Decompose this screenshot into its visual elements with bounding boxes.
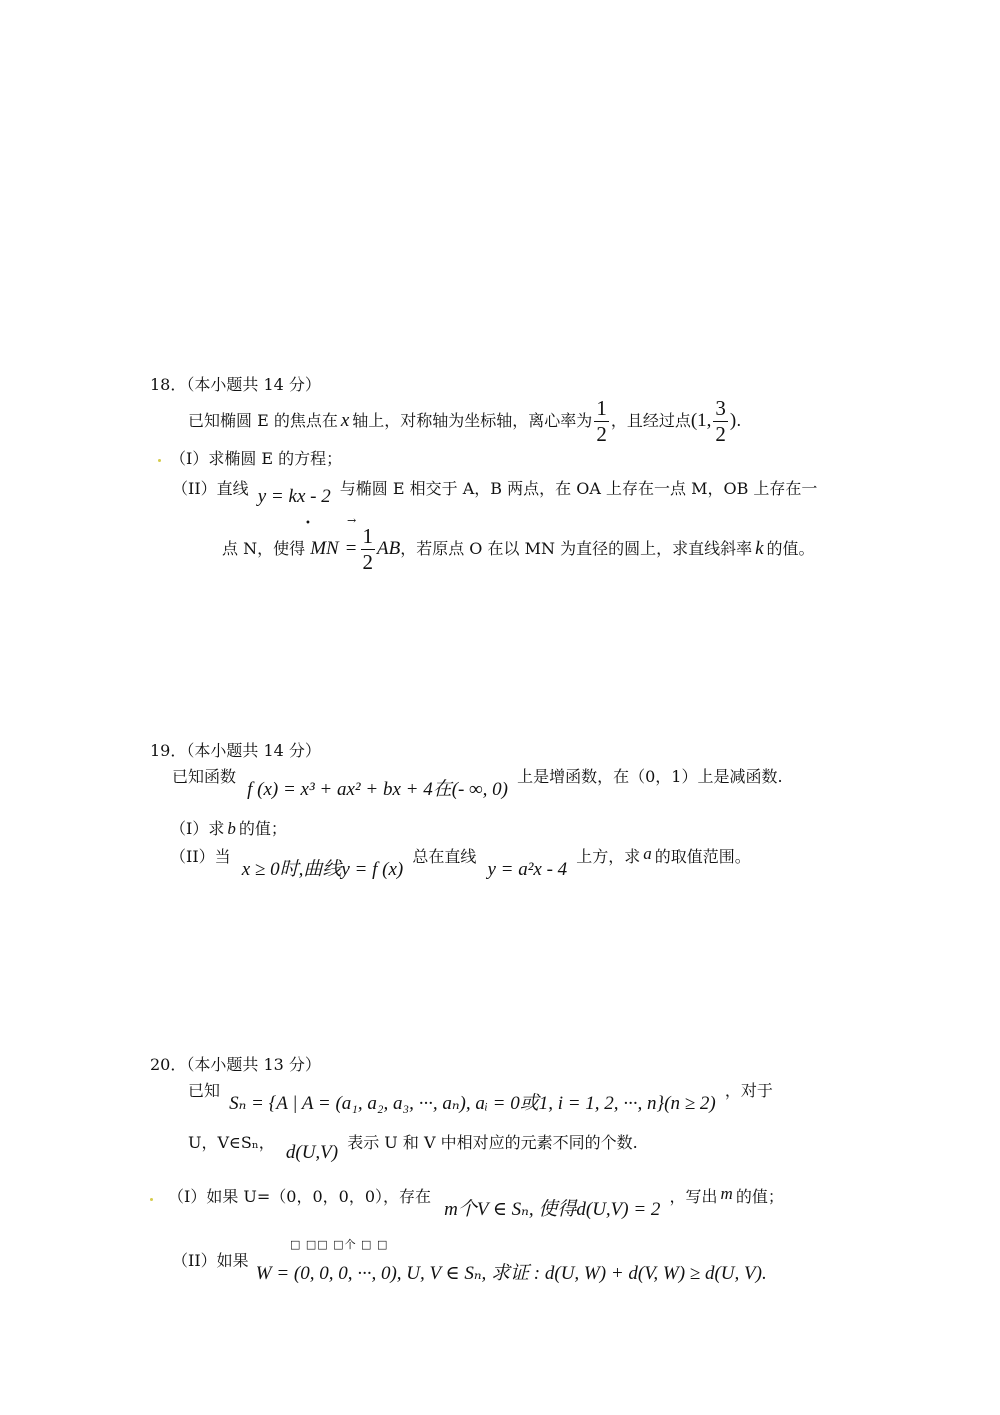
q19-part2-text-4: 的取值范围。: [654, 847, 751, 866]
var-x: x: [340, 410, 350, 431]
distance-notation: d(U,V): [285, 1142, 339, 1163]
function-definition: f (x) = x³ + ax² + bx + 4在(- ∞, 0): [247, 779, 508, 800]
pt-denominator: 2: [715, 422, 726, 446]
q20-header: 20．（本小题共 13 分）: [150, 1055, 321, 1074]
q18-part1: （I）求椭圆 E 的方程；: [170, 449, 343, 468]
q19-part2-text-1: （II）当: [170, 847, 231, 866]
q19-part2: [170, 844, 751, 880]
q20-garbled-overbrace: □ □□ □个 □ □: [290, 1238, 389, 1251]
var-a: a: [643, 844, 652, 863]
vector-ab-arrow-icon: →: [347, 514, 357, 527]
pt-numerator: 3: [715, 396, 726, 420]
half-fraction: [361, 526, 376, 573]
half-denominator: 2: [362, 550, 373, 574]
point-close: ): [729, 410, 737, 431]
line-expression: y = a²x - 4: [487, 859, 568, 880]
q18-intro-text-1: 已知椭圆 E 的焦点在: [188, 411, 338, 430]
q20-line2-text-2: 表示 U 和 V 中相对应的元素不同的个数.: [347, 1133, 638, 1152]
q18-part2-line1: [172, 476, 817, 512]
q20-part2: [172, 1248, 767, 1284]
equals-sign: =: [345, 538, 357, 559]
q18-part2b-text-3: 的值。: [766, 539, 815, 558]
point-open: (1,: [690, 410, 712, 431]
stray-dot: [150, 1198, 153, 1201]
eccentricity-fraction: [594, 398, 609, 445]
q19-part2-text-2: 总在直线: [412, 847, 477, 866]
part1-expression: m个V ∈ Sₙ, 使得d(U,V) = 2: [444, 1199, 661, 1220]
q20-intro-text-2: ，对于: [724, 1081, 773, 1100]
condition-expression: x ≥ 0时,曲线y = f (x): [241, 859, 404, 880]
vector-ab: AB: [377, 538, 401, 559]
vector-mn: MN: [310, 538, 339, 559]
q19-part2-text-3: 上方，求: [576, 847, 641, 866]
q20-part1-text-1: （I）如果 U=（0，0，0，0），存在: [168, 1187, 432, 1206]
q19-part1: [170, 816, 287, 839]
q18-header: 18．（本小题共 14 分）: [150, 375, 321, 394]
var-k: k: [755, 538, 764, 559]
q19-part1-text-2: 的值；: [238, 819, 287, 838]
q18-part2b-text-1: 点 N，使得: [222, 539, 306, 558]
q18-intro-text-3: ，且经过点: [610, 411, 691, 430]
q18-part2-text-1: （II）直线: [172, 479, 249, 498]
q20-intro: [188, 1078, 773, 1118]
q20-line2: [188, 1130, 638, 1170]
q20-line2-text-1: U，V∈Sₙ，: [188, 1133, 275, 1152]
half-numerator: 1: [362, 524, 373, 548]
q20-part1: [168, 1184, 784, 1220]
q18-part2b-text-2: ，若原点 O 在以 MN 为直径的圆上，求直线斜率: [400, 539, 753, 558]
q20-part1-text-3: 的值；: [735, 1187, 784, 1206]
q19-header: 19．（本小题共 14 分）: [150, 741, 321, 760]
q18-intro-text-2: 轴上，对称轴为坐标轴，离心率为: [352, 411, 593, 430]
q18-part2-line2: [222, 524, 815, 574]
vector-mn-arrow-icon: •: [305, 518, 311, 529]
q20-intro-text-1: 已知: [188, 1081, 221, 1100]
q19-intro: [172, 764, 783, 800]
q19-part1-text-1: （I）求: [170, 819, 225, 838]
q18-intro: [188, 398, 741, 444]
q18-intro-text-4: .: [736, 411, 742, 430]
ecc-numerator: 1: [596, 396, 607, 420]
var-b: b: [227, 819, 236, 838]
line-equation: y = kx - 2: [257, 486, 331, 507]
var-m: m: [720, 1184, 733, 1203]
q19-intro-text-1: 已知函数: [172, 767, 237, 786]
point-y-fraction: [713, 398, 728, 445]
ecc-denominator: 2: [596, 422, 607, 446]
proof-expression: W = (0, 0, 0, ···, 0), U, V ∈ Sₙ, 求证 : d(U, W) + d(V, W) ≥ d(U, V).: [255, 1263, 767, 1284]
q19-intro-text-2: 上是增函数，在（0，1）上是减函数.: [517, 767, 783, 786]
q18-part2-text-2: 与椭圆 E 相交于 A，B 两点，在 OA 上存在一点 M，OB 上存在一: [339, 479, 818, 498]
set-definition: Sₙ = {A | A = (a₁, a₂, a₃, ···, aₙ), aᵢ = 0或1, i = 1, 2, ···, n}(n ≥ 2): [229, 1093, 716, 1114]
q20-part1-text-2: ，写出: [669, 1187, 718, 1206]
stray-dot: [158, 459, 161, 462]
q20-part2-text-1: （II）如果: [172, 1251, 249, 1270]
